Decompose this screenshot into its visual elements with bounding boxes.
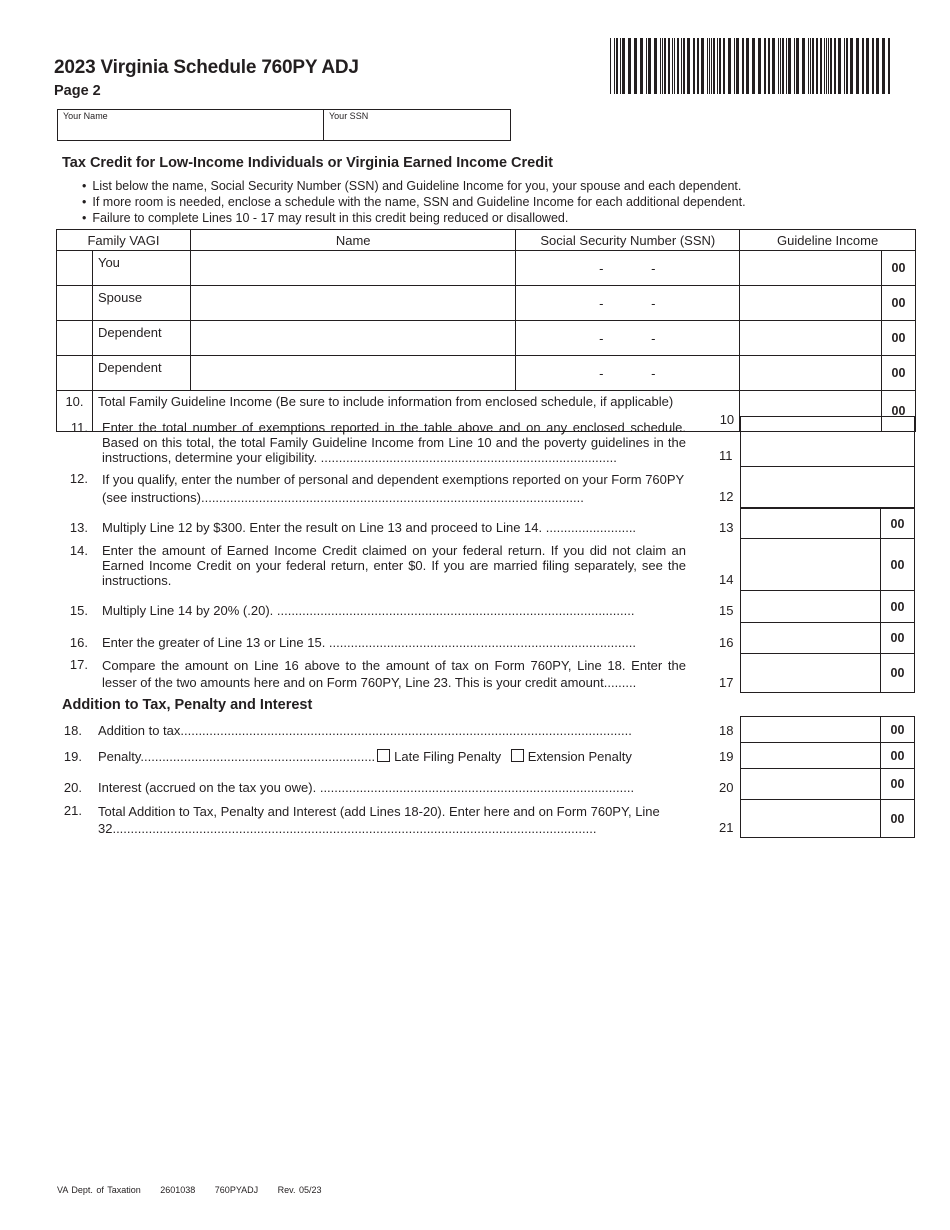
box-number: 19 <box>719 749 734 764</box>
cents-label: 00 <box>882 391 916 432</box>
line-number: 17. <box>69 657 88 672</box>
cents-label: 00 <box>880 769 914 799</box>
instructions-list <box>82 178 746 226</box>
line-11-input[interactable] <box>740 416 915 467</box>
line-14-input[interactable] <box>740 538 915 591</box>
line-number: 13. <box>69 520 88 535</box>
row-label: Spouse <box>92 286 190 321</box>
line-text: Interest (accrued on the tax you owe). ....................................................................................... <box>98 780 635 795</box>
page-label: Page 2 <box>54 83 101 99</box>
line-text: Enter the total number of exemptions reported in the table above and on any enclosed schedule. Based on this total, the total Family Guideline Income from Line 10 and the poverty guidelines in the instructions, determine your eligibility. .................................................................................. <box>102 420 686 465</box>
family-income-table <box>56 229 916 432</box>
row-label: You <box>92 251 190 286</box>
line-text: Total Addition to Tax, Penalty and Interest (add Lines 18-20). Enter here and on Form 760PY, Line 32...................................................................................................................................... <box>98 804 660 836</box>
line-text: Multiply Line 14 by 20% (.20). ................................................................................................... <box>102 603 635 618</box>
extension-checkbox[interactable] <box>511 749 524 762</box>
box-number: 16 <box>719 635 734 650</box>
line-text: Enter the greater of Line 13 or Line 15. ..................................................................................... <box>102 635 636 650</box>
income-input[interactable] <box>740 251 882 286</box>
line-17-input[interactable] <box>740 653 915 693</box>
your-ssn-label: Your SSN <box>329 111 369 121</box>
line-13-input[interactable] <box>740 508 915 539</box>
cents-label: 00 <box>880 539 914 590</box>
line-number: 19. <box>63 749 82 764</box>
line-number: 12. <box>69 471 88 486</box>
line-number: 15. <box>69 603 88 618</box>
line-19-input[interactable] <box>740 742 915 769</box>
box-number: 21 <box>719 820 734 835</box>
line-number: 11. <box>70 420 88 435</box>
cents-label: 00 <box>880 591 914 622</box>
box-number: 17 <box>719 675 734 690</box>
instruction-item: • List below the name, Social Security Number (SSN) and Guideline Income for you, your spouse and each dependent. <box>82 178 746 194</box>
your-name-field[interactable] <box>58 110 324 140</box>
cents-label: 00 <box>880 509 914 538</box>
col-header-ssn: Social Security Number (SSN) <box>516 230 740 251</box>
cents-label: 00 <box>880 743 914 768</box>
barcode-image <box>610 38 892 94</box>
ssn-input[interactable]: - - <box>516 321 740 356</box>
line-text: Compare the amount on Line 16 above to the amount of tax on Form 760PY, Line 18. Enter the lesser of the two amounts here and on Form 760PY, Line 23. This is your credit amount......... <box>102 658 686 690</box>
table-row <box>57 251 916 286</box>
instruction-item: • If more room is needed, enclose a schedule with the name, SSN and Guideline Income for each additional dependent. <box>82 194 746 210</box>
taxpayer-id-box <box>57 109 511 141</box>
cents-label: 00 <box>880 654 914 692</box>
line-text: Enter the amount of Earned Income Credit claimed on your federal return. If you did not claim an Earned Income Credit on your federal return, enter $0. If you are married filing separately, see the instructions. <box>102 543 686 588</box>
form-title: 2023 Virginia Schedule 760PY ADJ <box>54 57 359 78</box>
box-number: 14 <box>719 572 734 587</box>
vagi-checkbox-cell[interactable] <box>57 286 93 321</box>
cents-label: 00 <box>882 356 916 391</box>
line-number: 20. <box>63 780 82 795</box>
name-input[interactable] <box>190 321 516 356</box>
income-input[interactable] <box>740 321 882 356</box>
box-number: 13 <box>719 520 734 535</box>
box-number: 11 <box>719 448 733 463</box>
line-text: If you qualify, enter the number of personal and dependent exemptions reported on your Form 760PY (see instructions).......................................................................................................... <box>102 472 684 505</box>
income-input[interactable] <box>740 356 882 391</box>
extension-label: Extension Penalty <box>527 749 632 764</box>
late-filing-label: Late Filing Penalty <box>394 749 502 764</box>
line-20-input[interactable] <box>740 768 915 800</box>
instruction-item: • Failure to complete Lines 10 - 17 may result in this credit being reduced or disallowed. <box>82 210 746 226</box>
footer <box>57 1185 338 1195</box>
footer-rev: Rev. 05/23 <box>277 1185 322 1195</box>
table-row <box>57 286 916 321</box>
box-number: 20 <box>719 780 734 795</box>
late-filing-checkbox[interactable] <box>377 749 390 762</box>
ssn-input[interactable]: - - <box>516 251 740 286</box>
box-number: 18 <box>719 723 734 738</box>
footer-form: 760PYADJ <box>214 1185 259 1195</box>
line-number: 14. <box>69 543 88 558</box>
box-number: 12 <box>719 489 734 504</box>
col-header-family-vagi: Family VAGI <box>57 230 191 251</box>
name-input[interactable] <box>190 356 516 391</box>
cents-label: 00 <box>880 623 914 653</box>
name-input[interactable] <box>190 286 516 321</box>
vagi-checkbox-cell[interactable] <box>57 356 93 391</box>
line-18-input[interactable] <box>740 716 915 743</box>
line-text: Penalty................................................................. Late Filing Penalty Extension Penalty <box>98 749 632 764</box>
line-15-input[interactable] <box>740 590 915 623</box>
line-10-text: Total Family Guideline Income (Be sure to include information from enclosed schedule, if applicable) 10 <box>92 391 739 432</box>
addition-section-heading: Addition to Tax, Penalty and Interest <box>62 697 313 713</box>
cents-label: 00 <box>882 251 916 286</box>
row-label: Dependent <box>92 321 190 356</box>
box-number: 15 <box>719 603 734 618</box>
your-name-label: Your Name <box>63 111 108 121</box>
line-21-input[interactable] <box>740 799 915 838</box>
line-text: Addition to tax............................................................................................................................. <box>98 723 632 738</box>
cents-label: 00 <box>882 286 916 321</box>
credit-section-heading: Tax Credit for Low-Income Individuals or Virginia Earned Income Credit <box>62 155 553 171</box>
line-number: 21. <box>63 803 82 818</box>
col-header-name: Name <box>190 230 516 251</box>
your-ssn-field[interactable] <box>324 110 510 140</box>
vagi-checkbox-cell[interactable] <box>57 251 93 286</box>
line-text: Multiply Line 12 by $300. Enter the result on Line 13 and proceed to Line 14. ......................... <box>102 520 637 535</box>
table-row <box>57 356 916 391</box>
line-12-input[interactable] <box>740 466 915 508</box>
line-16-input[interactable] <box>740 622 915 654</box>
row-label: Dependent <box>92 356 190 391</box>
line-10-box-number: 10 <box>719 412 735 427</box>
ssn-input[interactable]: - - <box>516 356 740 391</box>
cents-label: 00 <box>880 800 914 837</box>
cents-label: 00 <box>882 321 916 356</box>
footer-dept: VA Dept. of Taxation <box>57 1185 141 1195</box>
vagi-checkbox-cell[interactable] <box>57 321 93 356</box>
ssn-input[interactable]: - - <box>516 286 740 321</box>
name-input[interactable] <box>190 251 516 286</box>
line-number: 18. <box>63 723 82 738</box>
table-row <box>57 321 916 356</box>
cents-label: 00 <box>880 717 914 742</box>
line-number: 16. <box>69 635 88 650</box>
footer-code: 2601038 <box>160 1185 196 1195</box>
income-input[interactable] <box>740 286 882 321</box>
line-number: 10. <box>57 391 93 432</box>
col-header-guideline-income: Guideline Income <box>740 230 916 251</box>
